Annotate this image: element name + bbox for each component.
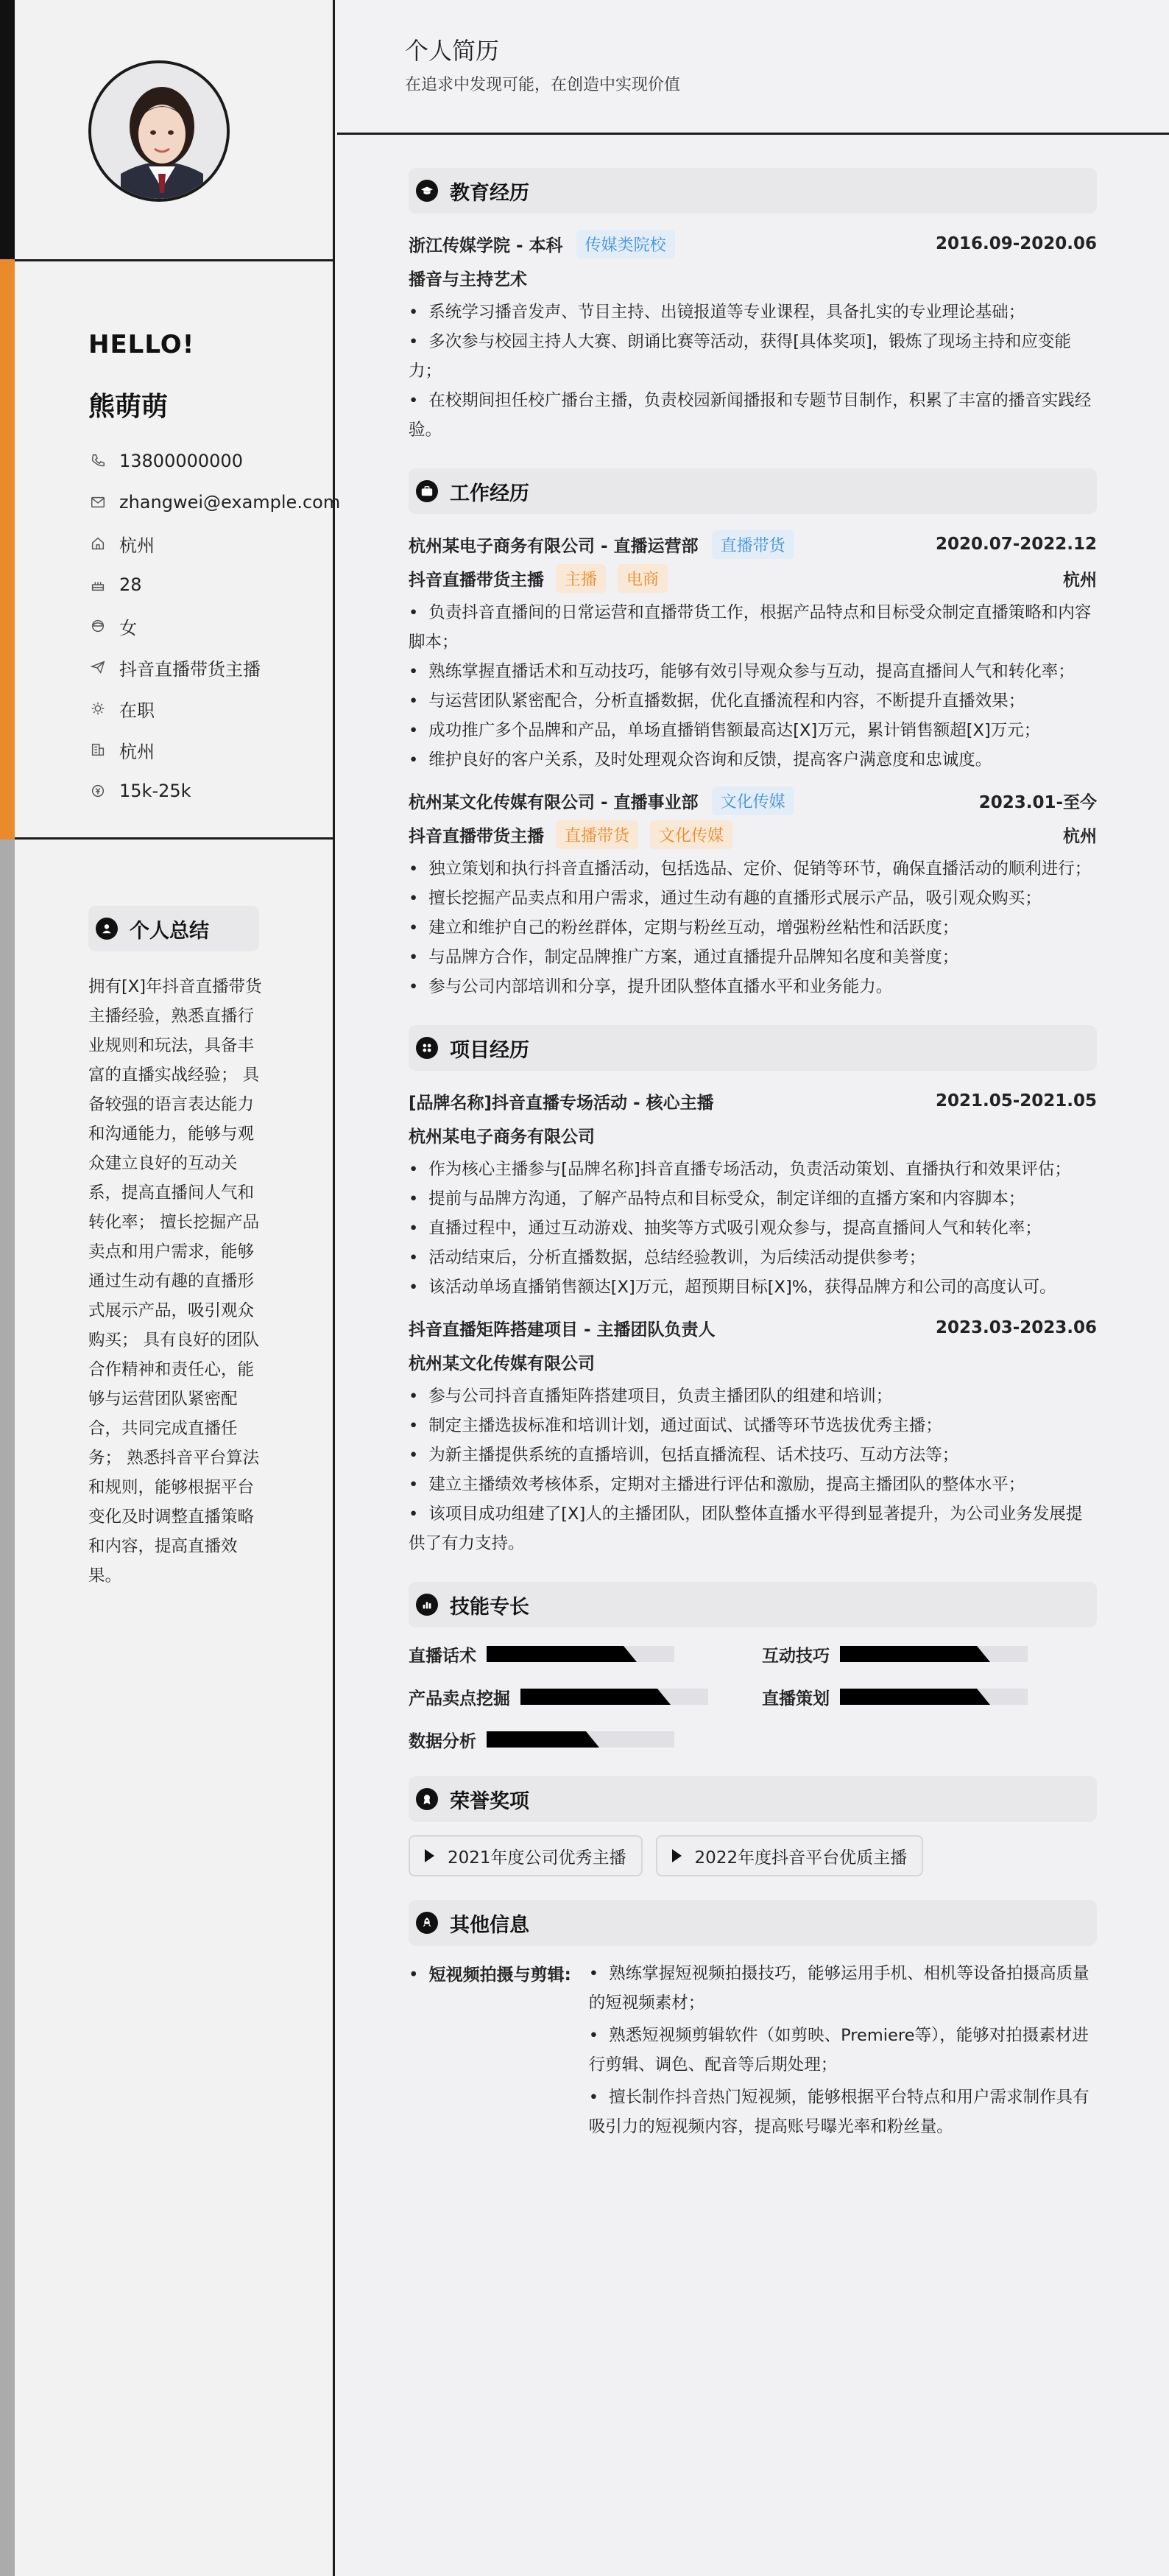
skill-bar-fill	[487, 1646, 637, 1662]
skill-bar	[840, 1689, 1028, 1705]
job-role-row	[409, 817, 1097, 851]
awards-list	[409, 1835, 1097, 1876]
job-duties-list	[409, 598, 1097, 775]
list-item: • 负责抖音直播间的日常运营和直播带货工作，根据产品特点和目标受众制定直播策略和内容脚本；	[409, 598, 1097, 657]
contact-location-value: 杭州	[119, 535, 155, 556]
job-city: 杭州	[1063, 826, 1097, 846]
skill-bar-fill	[487, 1731, 599, 1748]
send-icon	[88, 658, 107, 677]
project-company: 杭州某电子商务有限公司	[409, 1127, 595, 1147]
work-title: 工作经历	[450, 482, 529, 505]
skill-bar-fill	[840, 1689, 990, 1705]
hello-heading: HELLO!	[88, 330, 195, 359]
gender-icon	[88, 616, 107, 636]
awards-title: 荣誉奖项	[450, 1790, 529, 1813]
phone-icon	[88, 451, 107, 471]
contact-city	[88, 729, 340, 770]
list-item: • 熟练掌握直播话术和互动技巧，能够有效引导观众参与互动，提高直播间人气和转化率；	[409, 657, 1097, 686]
education-major: 播音与主持艺术	[409, 270, 527, 289]
salary-icon	[88, 781, 107, 800]
list-item: • 维护良好的客户关系，及时处理观众咨询和反馈，提高客户满意度和忠诚度。	[409, 745, 1097, 775]
home-icon	[88, 534, 107, 553]
status-icon	[88, 699, 107, 718]
job-tag: 直播带货	[712, 530, 794, 559]
award-icon	[416, 1788, 438, 1810]
graduation-cap-icon	[416, 180, 438, 202]
role-tag: 主播	[556, 564, 606, 593]
education-title: 教育经历	[450, 181, 529, 205]
role-tag: 电商	[618, 564, 668, 593]
person-name: 熊萌萌	[88, 392, 169, 422]
project-date: 2023.03-2023.06	[935, 1318, 1097, 1337]
project-header	[409, 1311, 1097, 1345]
other-heading	[409, 1900, 1097, 1946]
contact-email-value: zhangwei@example.com	[119, 492, 341, 513]
accent-strip-black	[0, 0, 15, 259]
play-icon	[425, 1849, 434, 1862]
play-icon	[672, 1849, 682, 1862]
skill-bar	[520, 1689, 708, 1705]
rocket-icon	[416, 1912, 438, 1934]
contact-salary-value: 15k-25k	[119, 781, 191, 801]
summary-text: 拥有[X]年抖音直播带货主播经验，熟悉直播行业规则和玩法，具备丰富的直播实战经验； 具备较强的语言表达能力和沟通能力，能够与观众建立良好的互动关系，提高直播间人气和转化率； 擅长挖掘产品卖点和用户需求，能够通过生动有趣的直播形式展示产品，吸引观众购买； 具有良好的团队合作精神和责任心，能够与运营团队紧密配合，共同完成直播任务； 熟悉抖音平台算法和规则，能够根据平台变化及时调整直播策略和内容，提高直播效果。	[88, 977, 262, 1586]
skill-bar-fill	[520, 1689, 671, 1705]
skill-label: 直播策划	[762, 1689, 830, 1708]
skill-label: 产品卖点挖掘	[409, 1689, 510, 1708]
job-header	[409, 784, 1097, 817]
accent-strip-gray	[0, 840, 15, 2576]
projects-heading	[409, 1025, 1097, 1071]
contact-gender	[88, 605, 340, 647]
project-company-row	[409, 1345, 1097, 1379]
contact-location	[88, 523, 340, 564]
list-item: • 在校期间担任校广播台主播，负责校园新闻播报和专题节目制作，积累了丰富的播音实践经验。	[409, 386, 1097, 445]
sidebar	[0, 0, 341, 2576]
skill-bar-fill	[840, 1646, 990, 1662]
list-item: • 擅长挖掘产品卖点和用户需求，通过生动有趣的直播形式展示产品，吸引观众购买；	[409, 884, 1097, 913]
sidebar-divider	[15, 837, 333, 840]
summary-heading	[88, 906, 259, 951]
awards-heading	[409, 1776, 1097, 1822]
project-company-row	[409, 1118, 1097, 1152]
project-name: [品牌名称]抖音直播专场活动 - 核心主播	[409, 1093, 714, 1113]
contact-position	[88, 647, 340, 688]
list-item: • 熟练掌握短视频拍摄技巧，能够运用手机、相机等设备拍摄高质量的短视频素材；	[589, 1959, 1097, 2018]
projects-title: 项目经历	[450, 1038, 529, 1062]
skills-title: 技能专长	[450, 1595, 529, 1619]
contact-age	[88, 564, 340, 605]
skill-item	[409, 1683, 762, 1710]
skill-item	[762, 1641, 1097, 1667]
education-entry-header	[409, 227, 1097, 261]
grid-icon	[416, 1037, 438, 1059]
skill-label: 互动技巧	[762, 1646, 830, 1666]
mail-icon	[88, 493, 107, 512]
contact-gender-value: 女	[119, 617, 137, 638]
list-item: • 为新主播提供系统的直播培训，包括直播流程、话术技巧、互动方法等；	[409, 1440, 1097, 1470]
skill-bar	[487, 1731, 674, 1748]
job-role: 抖音直播带货主播	[409, 570, 544, 590]
list-item: • 成功推广多个品牌和产品，单场直播销售额最高达[X]万元，累计销售额超[X]万元；	[409, 716, 1097, 745]
skill-label: 直播话术	[409, 1646, 476, 1666]
page-header	[337, 0, 1169, 135]
work-heading	[409, 468, 1097, 514]
list-item: • 多次参与校园主持人大赛、朗诵比赛等活动，获得[具体奖项]，锻炼了现场主持和应变能力；	[409, 327, 1097, 386]
job-company: 杭州某文化传媒有限公司 - 直播事业部	[409, 792, 699, 812]
skills-grid	[409, 1641, 1097, 1753]
list-item: • 熟悉短视频剪辑软件（如剪映、Premiere等），能够对拍摄素材进行剪辑、调色、配音等后期处理；	[589, 2021, 1097, 2080]
award-label: 2022年度抖音平台优质主播	[694, 1848, 908, 1868]
list-item: • 参与公司内部培训和分享，提升团队整体直播水平和业务能力。	[409, 972, 1097, 1002]
job-duties-list	[409, 854, 1097, 1002]
user-icon	[96, 918, 118, 940]
contact-email	[88, 482, 340, 523]
project-list	[409, 1382, 1097, 1558]
job-header	[409, 527, 1097, 561]
project-header	[409, 1084, 1097, 1118]
building-icon	[88, 740, 107, 759]
role-tag: 直播带货	[556, 820, 638, 849]
job-date: 2020.07-2022.12	[935, 535, 1097, 554]
role-tag: 文化传媒	[650, 820, 732, 849]
contact-city-value: 杭州	[119, 741, 155, 762]
skill-bar	[840, 1646, 1028, 1662]
education-major-row	[409, 261, 1097, 295]
skill-item	[409, 1726, 762, 1753]
list-item: • 擅长制作抖音热门短视频，能够根据平台特点和用户需求制作具有吸引力的短视频内容，提高账号曝光率和粉丝量。	[589, 2083, 1097, 2142]
skill-label: 数据分析	[409, 1731, 476, 1751]
cake-icon	[88, 575, 107, 594]
page-subtitle: 在追求中发现可能，在创造中实现价值	[405, 76, 681, 94]
avatar	[88, 60, 230, 202]
list-item: • 提前与品牌方沟通，了解产品特点和目标受众，制定详细的直播方案和内容脚本；	[409, 1184, 1097, 1214]
contact-age-value: 28	[119, 574, 142, 595]
project-company: 杭州某文化传媒有限公司	[409, 1354, 595, 1373]
summary-title: 个人总结	[130, 919, 209, 943]
list-item: • 制定主播选拔标准和培训计划，通过面试、试播等环节选拔优秀主播；	[409, 1411, 1097, 1440]
contact-phone	[88, 440, 340, 482]
list-item: • 作为核心主播参与[品牌名称]抖音直播专场活动，负责活动策划、直播执行和效果评估；	[409, 1155, 1097, 1184]
contact-list	[88, 440, 340, 812]
skill-item	[762, 1683, 1097, 1710]
skills-heading	[409, 1582, 1097, 1627]
skill-bar	[487, 1646, 674, 1662]
list-item: • 活动结束后，分析直播数据，总结经验教训，为后续活动提供参考；	[409, 1243, 1097, 1273]
list-item: • 参与公司抖音直播矩阵搭建项目，负责主播团队的组建和培训；	[409, 1382, 1097, 1411]
job-tag: 文化传媒	[712, 786, 794, 815]
list-item: • 建立主播绩效考核体系，定期对主播进行评估和激励，提高主播团队的整体水平；	[409, 1470, 1097, 1499]
list-item: • 系统学习播音发声、节目主持、出镜报道等专业课程，具备扎实的专业理论基础；	[409, 298, 1097, 327]
award-item	[409, 1835, 643, 1876]
education-heading	[409, 168, 1097, 214]
job-role: 抖音直播带货主播	[409, 826, 544, 846]
job-date: 2023.01-至今	[978, 792, 1097, 812]
main-content	[409, 168, 1097, 2144]
list-item: • 直播过程中，通过互动游戏、抽奖等方式吸引观众参与，提高直播间人气和转化率；	[409, 1214, 1097, 1243]
list-item: • 该活动单场直播销售额达[X]万元，超预期目标[X]%，获得品牌方和公司的高度认可。	[409, 1273, 1097, 1302]
project-name: 抖音直播矩阵搭建项目 - 主播团队负责人	[409, 1320, 716, 1340]
award-label: 2021年度公司优秀主播	[448, 1848, 626, 1868]
education-list	[409, 298, 1097, 445]
contact-status	[88, 688, 340, 729]
school-tag: 传媒类院校	[576, 230, 675, 258]
other-title: 其他信息	[450, 1913, 529, 1937]
page-title: 个人简历	[405, 37, 500, 65]
skill-item	[409, 1641, 762, 1667]
job-city: 杭州	[1063, 570, 1097, 590]
project-date: 2021.05-2021.05	[935, 1091, 1097, 1111]
project-list	[409, 1155, 1097, 1302]
school-name: 浙江传媒学院 - 本科	[409, 236, 563, 256]
briefcase-icon	[416, 480, 438, 502]
accent-strip-orange	[0, 259, 15, 840]
list-item: • 建立和维护自己的粉丝群体，定期与粉丝互动，增强粉丝粘性和活跃度；	[409, 913, 1097, 943]
sidebar-divider	[15, 259, 333, 261]
bar-chart-icon	[416, 1594, 438, 1616]
other-info	[409, 1959, 1097, 2144]
contact-salary	[88, 770, 340, 812]
other-list	[589, 1959, 1097, 2144]
contact-status-value: 在职	[119, 700, 155, 721]
list-item: • 与品牌方合作，制定品牌推广方案，通过直播提升品牌知名度和美誉度；	[409, 943, 1097, 972]
education-date: 2016.09-2020.06	[935, 234, 1097, 253]
list-item: • 与运营团队紧密配合，分析直播数据，优化直播流程和内容，不断提升直播效果；	[409, 686, 1097, 716]
list-item: • 该项目成功组建了[X]人的主播团队，团队整体直播水平得到显著提升，为公司业务发展提供了有力支持。	[409, 1499, 1097, 1558]
contact-position-value: 抖音直播带货主播	[119, 658, 261, 680]
job-role-row	[409, 561, 1097, 595]
other-label: • 短视频拍摄与剪辑:	[409, 1959, 571, 2144]
job-company: 杭州某电子商务有限公司 - 直播运营部	[409, 536, 699, 556]
award-item	[656, 1835, 924, 1876]
list-item: • 独立策划和执行抖音直播活动，包括选品、定价、促销等环节，确保直播活动的顺利进行；	[409, 854, 1097, 884]
contact-phone-value: 13800000000	[119, 451, 243, 471]
